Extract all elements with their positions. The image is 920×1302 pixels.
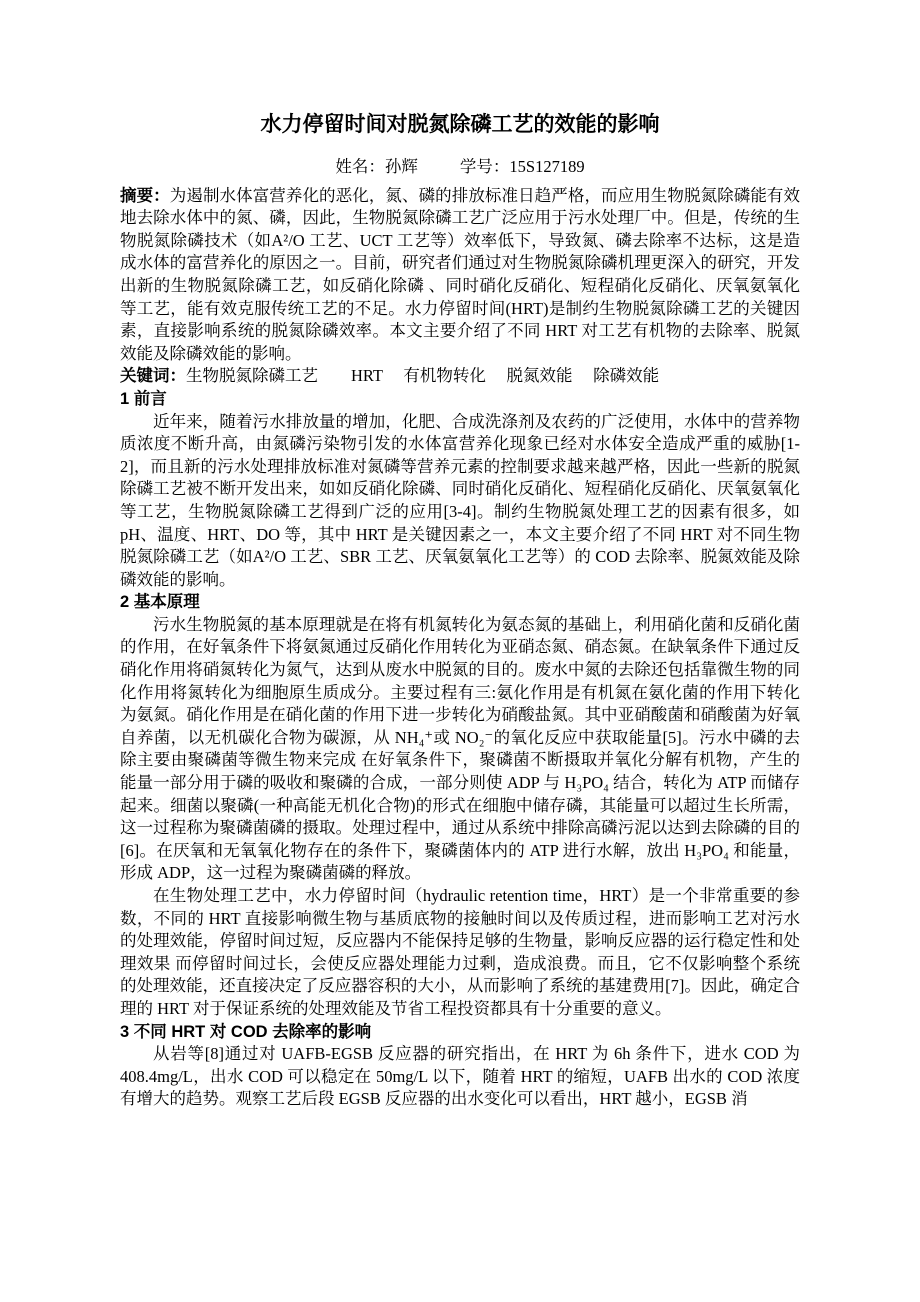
keywords-line — [120, 365, 800, 388]
author-name-label: 姓名： — [335, 157, 385, 176]
section-2-paragraph-1: 污水生物脱氮的基本原理就是在将有机氮转化为氨态氮的基础上，利用硝化菌和反硝化菌的作用，在好氧条件下将氨氮通过反硝化作用转化为亚硝态氮、硝态氮。在缺氧条件下通过反硝化作用将硝氮转化为氮气，达到从废水中脱氮的目的。废水中氮的去除还包括靠微生物的同化作用将氮转化为细胞原生质成分。主要过程有三:氨化作用是有机氮在氨化菌的作用下转化为氨氮。硝化作用是在硝化菌的作用下进一步转化为硝酸盐氮。其中亚硝酸菌和硝酸菌为好氧自养菌，以无机碳化合物为碳源，从 NH₄⁺或 NO₂⁻的氧化反应中获取能量[5]。污水中磷的去除主要由聚磷菌等微生物来完成 在好氧条件下，聚磷菌不断摄取并氧化分解有机物，产生的能量一部分用于磷的吸收和聚磷的合成，一部分则使 ADP 与 H₃PO₄ 结合，转化为 ATP 而储存起来。细菌以聚磷(一种高能无机化合物)的形式在细胞中储存磷，其能量可以超过生长所需，这一过程称为聚磷菌磷的摄取。处理过程中，通过从系统中排除高磷污泥以达到去除磷的目的[6]。在厌氧和无氧氧化物存在的条件下，聚磷菌体内的 ATP 进行水解，放出 H₃PO₄ 和能量，形成 ADP，这一过程为聚磷菌磷的释放。 — [120, 614, 800, 883]
abstract-text: 为遏制水体富营养化的恶化，氮、磷的排放标准日趋严格，而应用生物脱氮除磷能有效地去除水体中的氮、磷，因此，生物脱氮除磷工艺广泛应用于污水处理厂中。但是，传统的生物脱氮除磷技术（如A²/O 工艺、UCT 工艺等）效率低下，导致氮、磷去除率不达标，这是造成水体的富营养化的原因之一。目前，研究者们通过对生物脱氮除磷机理更深入的研究，开发出新的生物脱氮除磷工艺，如反硝化除磷 、同时硝化反硝化、短程硝化反硝化、厌氧氨氧化等工艺，能有效克服传统工艺的不足。水力停留时间(HRT)是制约生物脱氮除磷工艺的关键因素，直接影响系统的脱氮除磷效率。本文主要介绍了不同 HRT 对工艺有机物的去除率、脱氮效能及除磷效能的影响。 — [120, 185, 801, 363]
keywords-label: 关键词： — [120, 367, 186, 386]
section-2-paragraph-2: 在生物处理工艺中，水力停留时间（hydraulic retention time，HRT）是一个非常重要的参数，不同的 HRT 直接影响微生物与基质底物的接触时间以及传质过程，进而影响工艺对污水的处理效能，停留时间过短，反应器内不能保持足够的生物量，影响反应器的运行稳定性和处理效果 而停留时间过长，会使反应器处理能力过剩，造成浪费。而且，它不仅影响整个系统的处理效能，还直接决定了反应器容积的大小，从而影响了系统的基建费用[7]。因此，确定合理的 HRT 对于保证系统的处理效能及节省工程投资都具有十分重要的意义。 — [120, 886, 800, 1018]
author-name: 孙辉 — [384, 157, 418, 176]
document-title: 水力停留时间对脱氮除磷工艺的效能的影响 — [260, 113, 660, 136]
byline — [120, 156, 800, 179]
section-1-heading: 1 前言 — [120, 389, 167, 408]
abstract-label: 摘要： — [120, 186, 170, 205]
section-3-heading: 3 不同 HRT 对 COD 去除率的影响 — [120, 1022, 372, 1041]
student-id-label: 学号： — [459, 157, 510, 176]
abstract-paragraph — [120, 185, 800, 366]
section-3-paragraph-1: 从岩等[8]通过对 UAFB-EGSB 反应器的研究指出，在 HRT 为 6h 条件下，进水 COD 为 408.4mg/L，出水 COD 可以稳定在 50mg/L 以下，随着 HRT 的缩短，UAFB 出水的 COD 浓度有增大的趋势。观察工艺后段 EGSB 反应器的出水变化可以看出，HRT 越小，EGSB 消 — [120, 1044, 800, 1109]
section-2-heading: 2 基本原理 — [120, 593, 200, 612]
section-1-paragraph-1: 近年来，随着污水排放量的增加，化肥、合成洗涤剂及农药的广泛使用，水体中的营养物质浓度不断升高，由氮磷污染物引发的水体富营养化现象已经对水体安全造成严重的威胁[1-2]，而且新的污水处理排放标准对氮磷等营养元素的控制要求越来越严格，因此一些新的脱氮除磷工艺被不断开发出来，如如反硝化除磷、同时硝化反硝化、短程硝化反硝化、厌氧氨氧化等工艺，生物脱氮除磷工艺得到广泛的应用[3-4]。制约生物脱氮处理工艺的因素有很多，如pH、温度、HRT、DO 等，其中 HRT 是关键因素之一，本文主要介绍了不同 HRT 对不同生物脱氮除磷工艺（如A²/O 工艺、SBR 工艺、厌氧氨氧化工艺等）的 COD 去除率、脱氮效能及除磷效能的影响。 — [120, 411, 800, 589]
keywords-text: 生物脱氮除磷工艺 HRT 有机物转化 脱氮效能 除磷效能 — [186, 366, 660, 386]
student-id: 15S127189 — [509, 157, 585, 176]
